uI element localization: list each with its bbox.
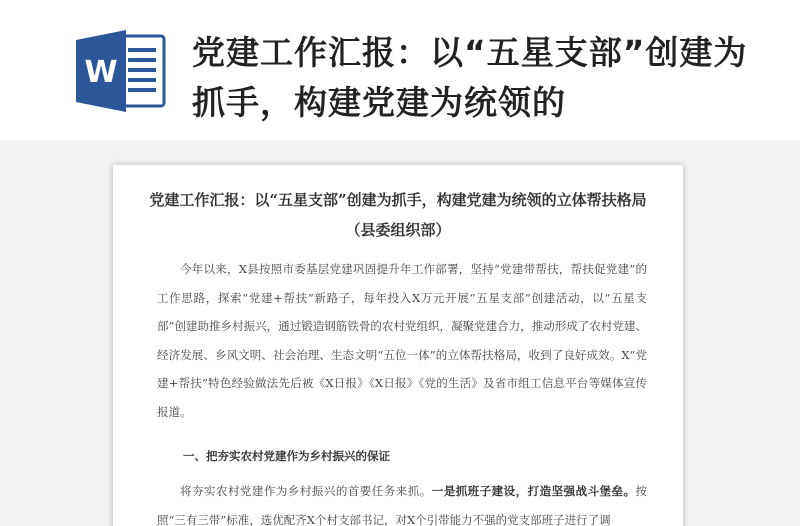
- word-icon: [76, 30, 168, 112]
- paragraph-2: [157, 477, 647, 526]
- document-page: [113, 165, 683, 526]
- paragraph-2-bold: 一是抓班子建设，打造坚强战斗堡垒。: [431, 484, 636, 498]
- section-heading-1: 一、把夯实农村党建作为乡村振兴的保证: [183, 449, 390, 463]
- paragraph-2-lead: 将夯实农村党建作为乡村振兴的首要任务来抓。: [180, 484, 432, 498]
- document-title: 党建工作汇报：以“五星支部”创建为抓手，构建党建为统领的立体帮扶格局（县委组织部）: [149, 191, 647, 239]
- paragraph-2-rest: 按照“三有三带”标准，选优配齐X个村支部书记，对X个引带能力不强的党支部班子进行了调: [157, 484, 648, 526]
- page-title: 党建工作汇报：以“五星支部”创建为抓手，构建党建为统领的: [192, 33, 748, 122]
- word-icon-letter: W: [84, 55, 118, 90]
- paragraph-1: 今年以来，X县按照市委基层党建巩固提升年工作部署，坚持“党建带帮扶，帮扶促党建”的工作思路，探索“党建+帮扶”新路子，每年投入X万元开展“五星支部”创建活动，以“五星支部”创建助推乡村振兴，通过锻造钢筋铁骨的农村党组织，凝聚党建合力，推动形成了农村党建、经济发展、乡风文明、社会治理、生态文明“五位一体”的立体帮扶格局，收到了良好成效。X“党建+帮扶”特色经验做法先后被《X日报》《X日报》《党的生活》及省市组工信息平台等媒体宣传报道。: [157, 262, 647, 419]
- header-banner: [0, 0, 800, 140]
